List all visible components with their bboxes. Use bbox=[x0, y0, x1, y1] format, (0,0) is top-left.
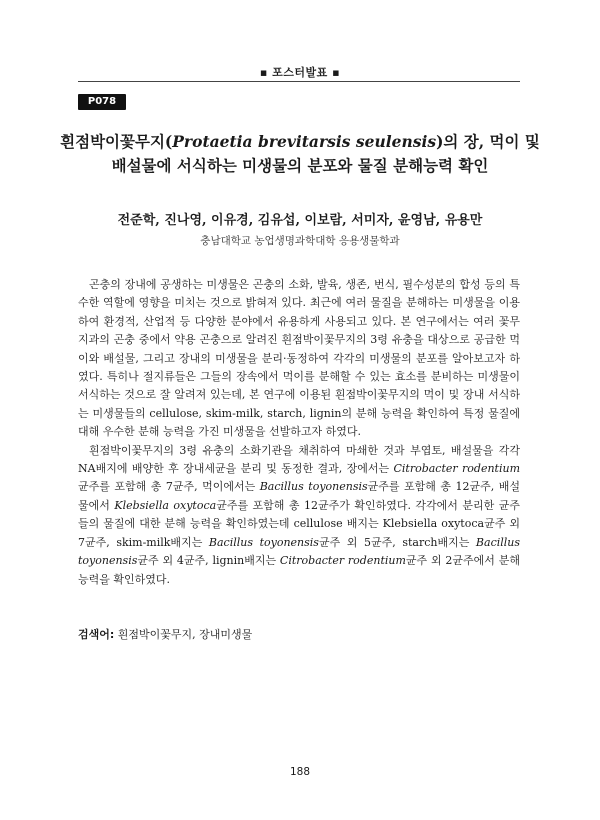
keywords-label: 검색어: bbox=[78, 628, 115, 641]
species-name: Bacillus toyonensis bbox=[259, 480, 368, 494]
species-name: Citrobacter rodentium bbox=[279, 554, 406, 568]
abstract-paragraph-2 bbox=[78, 442, 520, 589]
title-scientific-name: Protaetia brevitarsis seulensis bbox=[172, 132, 437, 151]
species-name: Bacillus toyonensis bbox=[78, 535, 521, 568]
title-suffix: )의 장, 먹이 및 배설물에 서식하는 미생물의 분포와 물질 분해능력 확인 bbox=[111, 132, 540, 175]
affiliation: 충남대학교 농업생명과학대학 응용생물학과 bbox=[200, 235, 400, 247]
paper-title bbox=[60, 130, 540, 178]
p2-text-1: 흰점박이꽃무지의 3령 유충의 소화기관을 채취하여 마쇄한 것과 부엽토, 배설물을 각각 NA배지에 배양한 후 장내세균을 분리 및 동정한 결과, 장에서는 bbox=[78, 443, 520, 476]
page-number: 188 bbox=[289, 766, 311, 778]
p2-text-7: 균주 외 2균주에서 분해 능력을 확인하였다. bbox=[78, 554, 520, 586]
title-prefix: 흰점박이꽃무지( bbox=[60, 132, 173, 151]
species-name: Klebsiella oxytoca bbox=[114, 498, 217, 512]
abstract-paragraph-1: 곤충의 장내에 공생하는 미생물은 곤충의 소화, 발육, 생존, 번식, 필수성분의 합성 등의 특수한 역할에 영향을 미치는 것으로 밝혀져 있다. 최근에 여러 물질을 분해하는 미생물을 이용하여 환경적, 산업적 등 다양한 분야에서 유용하게 사용되고 있다. 본 연구에서는 여러 꽃무지과의 곤충 중에서 약용 곤충으로 알려진 흰점박이꽃무지의 3령 유충을 대상으로 공급한 먹이와 배설물, 그리고 장내의 미생물을 분리·동정하여 각각의 미생물의 분포를 알아보고자 하였다. 특히나 절지류들은 그들의 장속에서 먹이를 분해할 수 있는 효소를 분비하는 미생물이 서식하는 것으로 잘 알려져 있는데, 본 연구에 이용된 흰점박이꽃무지의 먹이 및 장내 서식하는 미생물들의 cellulose, skim-milk, starch, lignin의 분해 능력을 확인하여 특정 물질에 대해 우수한 분해 능력을 가진 미생물을 선발하고자 하였다. bbox=[78, 278, 520, 439]
keywords bbox=[78, 626, 520, 642]
species-name: Citrobacter rodentium bbox=[393, 462, 520, 476]
keywords-value: 흰점박이꽃무지, 장내미생물 bbox=[114, 628, 253, 641]
p2-text-6: 균주 외 4균주, lignin배지는 bbox=[137, 554, 280, 568]
abstract bbox=[78, 276, 520, 589]
p2-text-4: 균주를 포함해 총 12균주가 확인하였다. 각각에서 분리한 균주들의 물질에 대한 분해 능력을 확인하였는데 cellulose 배지는 Klebsiella oxytoca균주 외 7균주, skim-milk배지는 bbox=[78, 498, 520, 549]
header-divider bbox=[78, 81, 520, 82]
poster-code-badge: P078 bbox=[78, 94, 126, 110]
p2-text-3: 균주를 포함해 총 12균주, 배설물에서 bbox=[78, 480, 520, 512]
p2-text-5: 균주 외 5균주, starch배지는 bbox=[318, 535, 476, 549]
section-header: ▪ 포스터발표 ▪ bbox=[259, 66, 341, 79]
author-list: 전준학, 진나영, 이유경, 김유섭, 이보람, 서미자, 윤영남, 유용만 bbox=[117, 213, 483, 228]
species-name: Bacillus toyonensis bbox=[208, 535, 319, 549]
p2-text-2: 균주를 포함해 총 7균주, 먹이에서는 bbox=[78, 480, 260, 494]
